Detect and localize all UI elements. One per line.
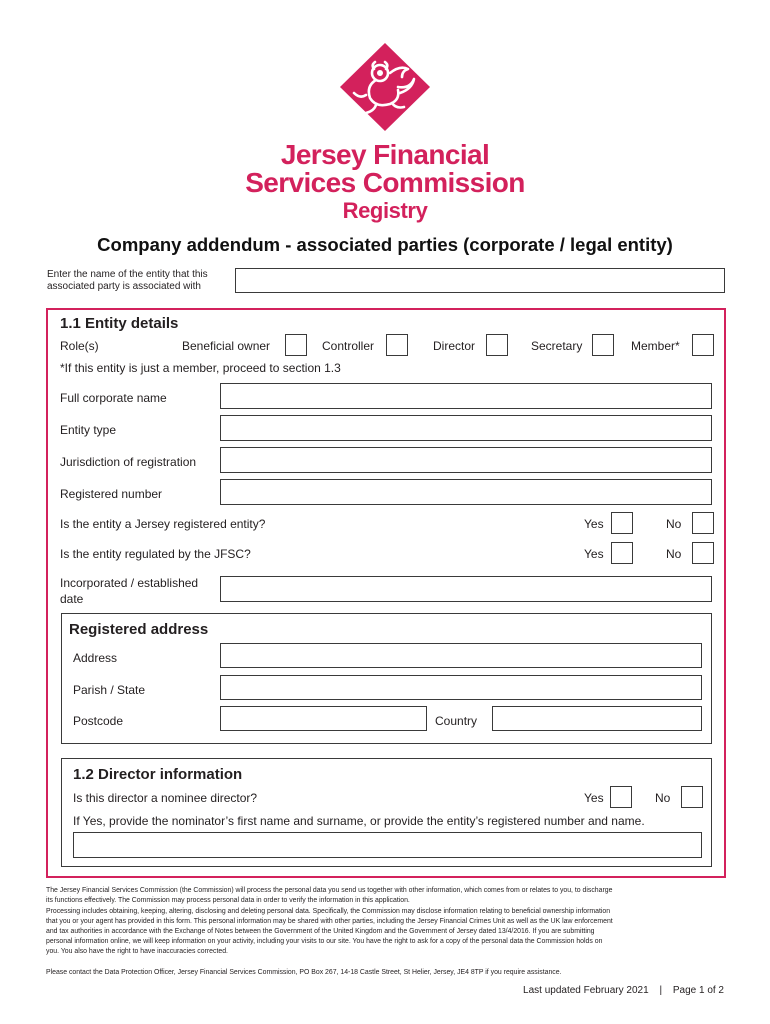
section-1-2-heading: 1.2 Director information: [73, 766, 243, 783]
regulated-no-label: No: [666, 547, 682, 561]
entity-name-label-2: associated party is associated with: [47, 281, 201, 292]
regulated-question: Is the entity regulated by the JFSC?: [60, 547, 251, 561]
jfsc-logo: [336, 43, 434, 131]
nominee-question: Is this director a nominee director?: [73, 791, 258, 805]
incorporated-date-label-2: date: [60, 592, 84, 606]
address-input[interactable]: [220, 643, 702, 668]
jurisdiction-input[interactable]: [220, 447, 712, 473]
nominator-details-input[interactable]: [73, 832, 702, 858]
privacy-p2-line-4: personal information online, we will keep information on your activity, including your visits to our site. You have the right to ask for a copy of the personal data the Commission holds on: [46, 938, 603, 945]
page-title: Company addendum - associated parties (corporate / legal entity): [97, 234, 673, 255]
full-corporate-name-input[interactable]: [220, 383, 712, 409]
role-controller-checkbox[interactable]: [386, 334, 408, 356]
privacy-contact: Please contact the Data Protection Officer, Jersey Financial Services Commission, PO Box 267, 14-18 Castle Street, St Helier, Jersey, JE4 8TP if you require assistance.: [46, 969, 562, 976]
privacy-p2-line-2: that you or your agent has provided in this form. This personal information may be shared with other parties, including the Jersey Financial Crimes Unit as well as the UK law enforcement: [46, 918, 613, 925]
registered-number-input[interactable]: [220, 479, 712, 505]
incorporated-date-label-1: Incorporated / established: [60, 576, 199, 590]
privacy-p2-line-3: and tax authorities in accordance with the Exchange of Notes between the Government of the United Kingdom and the Government of Jersey dated 13/4/2016. If you are submitting: [46, 928, 595, 935]
footer: [470, 985, 724, 996]
regulated-yes-checkbox[interactable]: [611, 542, 633, 564]
role-director-label: Director: [433, 339, 476, 353]
nominee-no-label: No: [655, 791, 671, 805]
nominator-instruction: If Yes, provide the nominator’s first name and surname, or provide the entity’s registered number and name.: [73, 814, 645, 828]
entity-type-input[interactable]: [220, 415, 712, 441]
section-1-1-heading: 1.1 Entity details: [60, 315, 179, 332]
role-secretary-label: Secretary: [531, 339, 583, 353]
nominee-yes-checkbox[interactable]: [610, 786, 632, 808]
nominee-no-checkbox[interactable]: [681, 786, 703, 808]
role-member-checkbox[interactable]: [692, 334, 714, 356]
postcode-label: Postcode: [73, 714, 124, 728]
privacy-p1-line-1: The Jersey Financial Services Commission (the Commission) will process the personal data you send us together with other information, which comes from or relates to you, to discharge: [46, 887, 613, 894]
full-corporate-name-label: Full corporate name: [60, 391, 167, 405]
roles-label: Role(s): [60, 339, 99, 353]
regulated-no-checkbox[interactable]: [692, 542, 714, 564]
jersey-registered-no-checkbox[interactable]: [692, 512, 714, 534]
privacy-p1-line-2: its functions effectively. The Commission may process personal data in order to verify the information in this application.: [46, 897, 410, 904]
lion-emblem-icon: [336, 43, 434, 131]
footer-separator: |: [659, 985, 663, 996]
jersey-registered-question: Is the entity a Jersey registered entity?: [60, 517, 266, 531]
role-director-checkbox[interactable]: [486, 334, 508, 356]
incorporated-date-input[interactable]: [220, 576, 712, 602]
role-controller-label: Controller: [322, 339, 375, 353]
member-note: *If this entity is just a member, proceed to section 1.3: [60, 361, 341, 375]
registered-address-heading: Registered address: [69, 621, 209, 638]
country-input[interactable]: [492, 706, 702, 731]
role-beneficial-owner-checkbox[interactable]: [285, 334, 307, 356]
parish-state-label: Parish / State: [73, 683, 146, 697]
entity-name-input[interactable]: [235, 268, 725, 293]
jersey-registered-yes-label: Yes: [584, 517, 604, 531]
last-updated: Last updated February 2021: [523, 985, 649, 996]
brand-line-1: Jersey Financial: [280, 139, 490, 170]
jersey-registered-no-label: No: [666, 517, 682, 531]
registered-number-label: Registered number: [60, 487, 163, 501]
parish-state-input[interactable]: [220, 675, 702, 700]
brand-line-3: Registry: [342, 198, 428, 223]
country-label: Country: [435, 714, 478, 728]
jurisdiction-label: Jurisdiction of registration: [60, 455, 197, 469]
entity-type-label: Entity type: [60, 423, 117, 437]
entity-name-label-1: Enter the name of the entity that this: [47, 269, 208, 280]
brand-line-2: Services Commission: [245, 167, 525, 198]
regulated-yes-label: Yes: [584, 547, 604, 561]
role-member-label: Member*: [631, 339, 680, 353]
jersey-registered-yes-checkbox[interactable]: [611, 512, 633, 534]
nominee-yes-label: Yes: [584, 791, 604, 805]
address-label: Address: [73, 651, 118, 665]
role-secretary-checkbox[interactable]: [592, 334, 614, 356]
postcode-input[interactable]: [220, 706, 427, 731]
privacy-p2-line-5: you. You also have the right to have inaccuracies corrected.: [46, 948, 228, 955]
privacy-p2-line-1: Processing includes obtaining, keeping, altering, disclosing and deleting personal data. Specifically, the Commission may disclose information relating to beneficial ownership information: [46, 908, 611, 915]
page-number: Page 1 of 2: [672, 985, 724, 996]
role-beneficial-owner-label: Beneficial owner: [182, 339, 271, 353]
